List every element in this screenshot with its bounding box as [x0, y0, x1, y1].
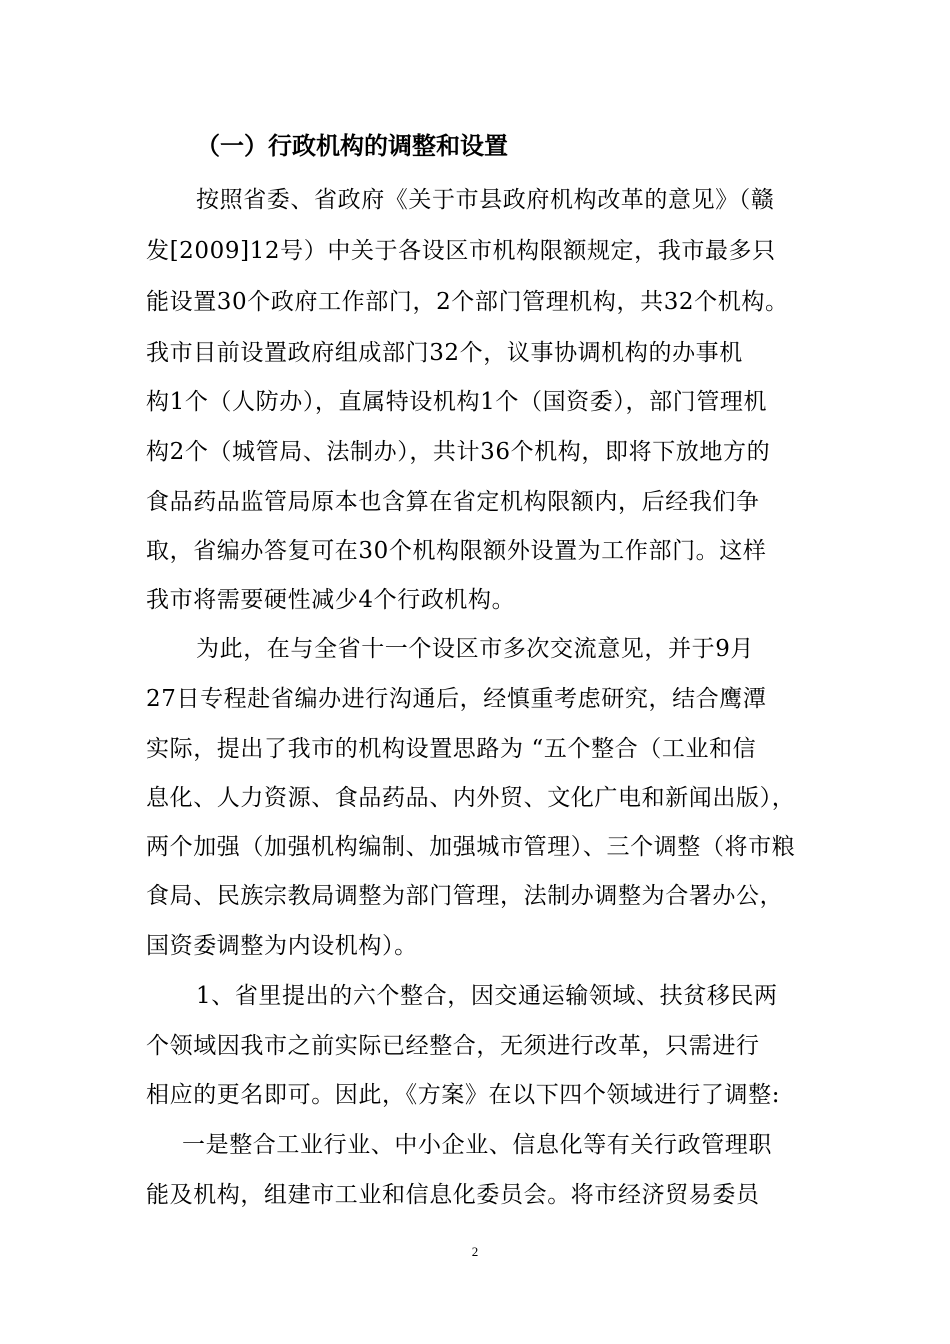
paragraph-2-line-6: 食局、民族宗教局调整为部门管理，法制办调整为合署办公， — [146, 883, 784, 909]
paragraph-4-line-1: 一是整合工业行业、中小企业、信息化等有关行政管理职 — [182, 1132, 772, 1158]
paragraph-1-line-4: 我市目前设置政府组成部门32个，议事协调机构的办事机 — [146, 340, 743, 366]
section-heading: （一）行政机构的调整和设置 — [196, 132, 508, 160]
paragraph-1-line-8: 取，省编办答复可在30个机构限额外设置为工作部门。这样 — [146, 538, 767, 564]
paragraph-2-line-5: 两个加强（加强机构编制、加强城市管理）、三个调整（将市粮 — [146, 834, 796, 860]
paragraph-2-line-3: 实际，提出了我市的机构设置思路为 “五个整合（工业和信 — [146, 736, 757, 762]
paragraph-2-line-7: 国资委调整为内设机构）。 — [146, 933, 418, 959]
paragraph-4-line-2: 能及机构，组建市工业和信息化委员会。将市经济贸易委员 — [146, 1182, 760, 1208]
paragraph-1-line-7: 食品药品监管局原本也含算在省定机构限额内，后经我们争 — [146, 489, 760, 515]
paragraph-1-line-2: 发[2009]12号）中关于各设区市机构限额规定，我市最多只 — [146, 238, 776, 264]
page-number: 2 — [471, 1244, 479, 1259]
paragraph-1-line-5: 构1个（人防办），直属特设机构1个（国资委），部门管理机 — [146, 389, 768, 415]
paragraph-1-line-3: 能设置30个政府工作部门，2个部门管理机构，共32个机构。 — [146, 289, 789, 315]
paragraph-3-line-1: 1、省里提出的六个整合，因交通运输领域、扶贫移民两 — [196, 983, 778, 1009]
paragraph-1-line-1: 按照省委、省政府《关于市县政府机构改革的意见》（赣 — [196, 187, 775, 213]
paragraph-2-line-4: 息化、人力资源、食品药品、内外贸、文化广电和新闻出版）， — [146, 785, 796, 811]
paragraph-1-line-6: 构2个（城管局、法制办），共计36个机构，即将下放地方的 — [146, 439, 771, 465]
paragraph-2-line-2: 27日专程赴省编办进行沟通后，经慎重考虑研究，结合鹰潭 — [146, 686, 767, 712]
paragraph-3-line-2: 个领域因我市之前实际已经整合，无须进行改革，只需进行 — [146, 1033, 760, 1059]
paragraph-1-line-9: 我市将需要硬性减少4个行政机构。 — [146, 587, 516, 613]
paragraph-3-line-3: 相应的更名即可。因此，《方案》在以下四个领域进行了调整: — [146, 1082, 781, 1108]
paragraph-2-line-1: 为此，在与全省十一个设区市多次交流意见，并于9月 — [196, 636, 755, 662]
